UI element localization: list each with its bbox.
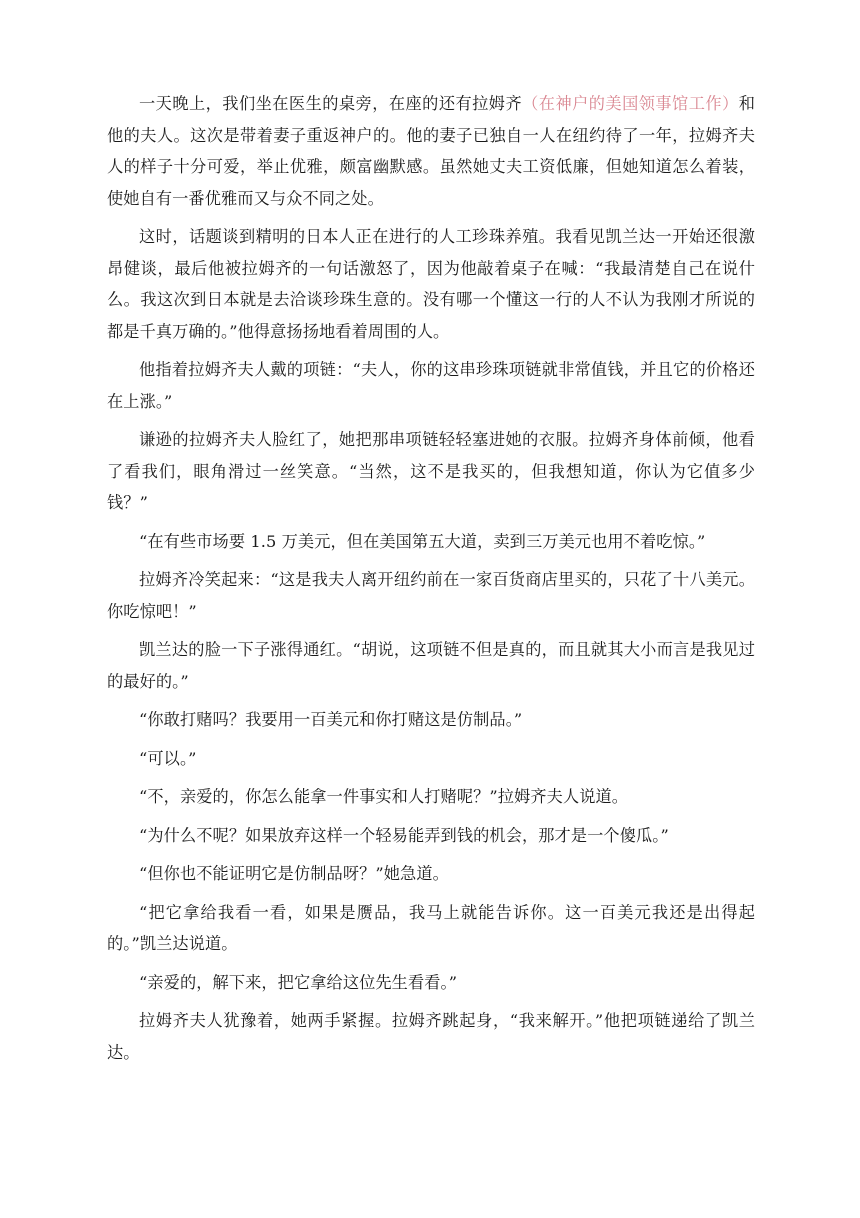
paragraph-1-text-after: 和他的夫人。这次是带着妻子重返神户的。他的妻子已独自一人在纽约待了一年，拉姆齐夫人的样子十分可爱，举止优雅，颇富幽默感。虽然她丈夫工资低廉，但她知道怎么着装，使她自有一番优雅而又与众不同之处。	[107, 94, 755, 208]
paragraph-8: “你敢打赌吗？我要用一百美元和你打赌这是仿制品。”	[139, 710, 523, 729]
paragraph-2: 这时，话题谈到精明的日本人正在进行的人工珍珠养殖。我看见凯兰达一开始还很激昂健谈，最后他被拉姆齐的一句话激怒了，因为他敲着桌子在喊：“我最清楚自己在说什么。我这次到日本就是去洽谈珍珠生意的。没有哪一个懂这一行的人不认为我刚才所说的都是千真万确的。”他得意扬扬地看着周围的人。	[107, 227, 755, 341]
paragraph-1	[107, 88, 755, 214]
paragraph-1-annotation: （在神户的美国领事馆工作）	[522, 94, 739, 113]
paragraph-14: “亲爱的，解下来，把它拿给这位先生看看。”	[139, 972, 458, 992]
paragraph-12: “但你也不能证明它是仿制品呀？”她急道。	[139, 864, 449, 883]
paragraph-13: “把它拿给我看一看，如果是赝品，我马上就能告诉你。这一百美元我还是出得起的。”凯兰达说道。	[107, 902, 755, 953]
paragraph-7: 凯兰达的脸一下子涨得通红。“胡说，这项链不但是真的，而且就其大小而言是我见过的最好的。”	[107, 640, 755, 691]
paragraph-6: 拉姆齐冷笑起来：“这是我夫人离开纽约前在一家百货商店里买的，只花了十八美元。你吃惊吧！”	[107, 570, 755, 621]
paragraph-5: “在有些市场要 1.5 万美元，但在美国第五大道，卖到三万美元也用不着吃惊。”	[139, 531, 706, 551]
paragraph-10: “不，亲爱的，你怎么能拿一件事实和人打赌呢？”拉姆齐夫人说道。	[139, 787, 629, 806]
paragraph-11: “为什么不呢？如果放弃这样一个轻易能弄到钱的机会，那才是一个傻瓜。”	[139, 825, 669, 845]
document-page	[107, 88, 755, 1075]
paragraph-9: “可以。”	[139, 748, 197, 768]
paragraph-1-text-before: 一天晚上，我们坐在医生的桌旁，在座的还有拉姆齐	[139, 94, 523, 113]
paragraph-15: 拉姆齐夫人犹豫着，她两手紧握。拉姆齐跳起身，“我来解开。”他把项链递给了凯兰达。	[107, 1011, 755, 1062]
paragraph-3: 他指着拉姆齐夫人戴的项链：“夫人，你的这串珍珠项链就非常值钱，并且它的价格还在上涨。”	[107, 360, 755, 411]
paragraph-4: 谦逊的拉姆齐夫人脸红了，她把那串项链轻轻塞进她的衣服。拉姆齐身体前倾，他看了看我们，眼角滑过一丝笑意。“当然，这不是我买的，但我想知道，你认为它值多少钱？”	[107, 430, 755, 512]
